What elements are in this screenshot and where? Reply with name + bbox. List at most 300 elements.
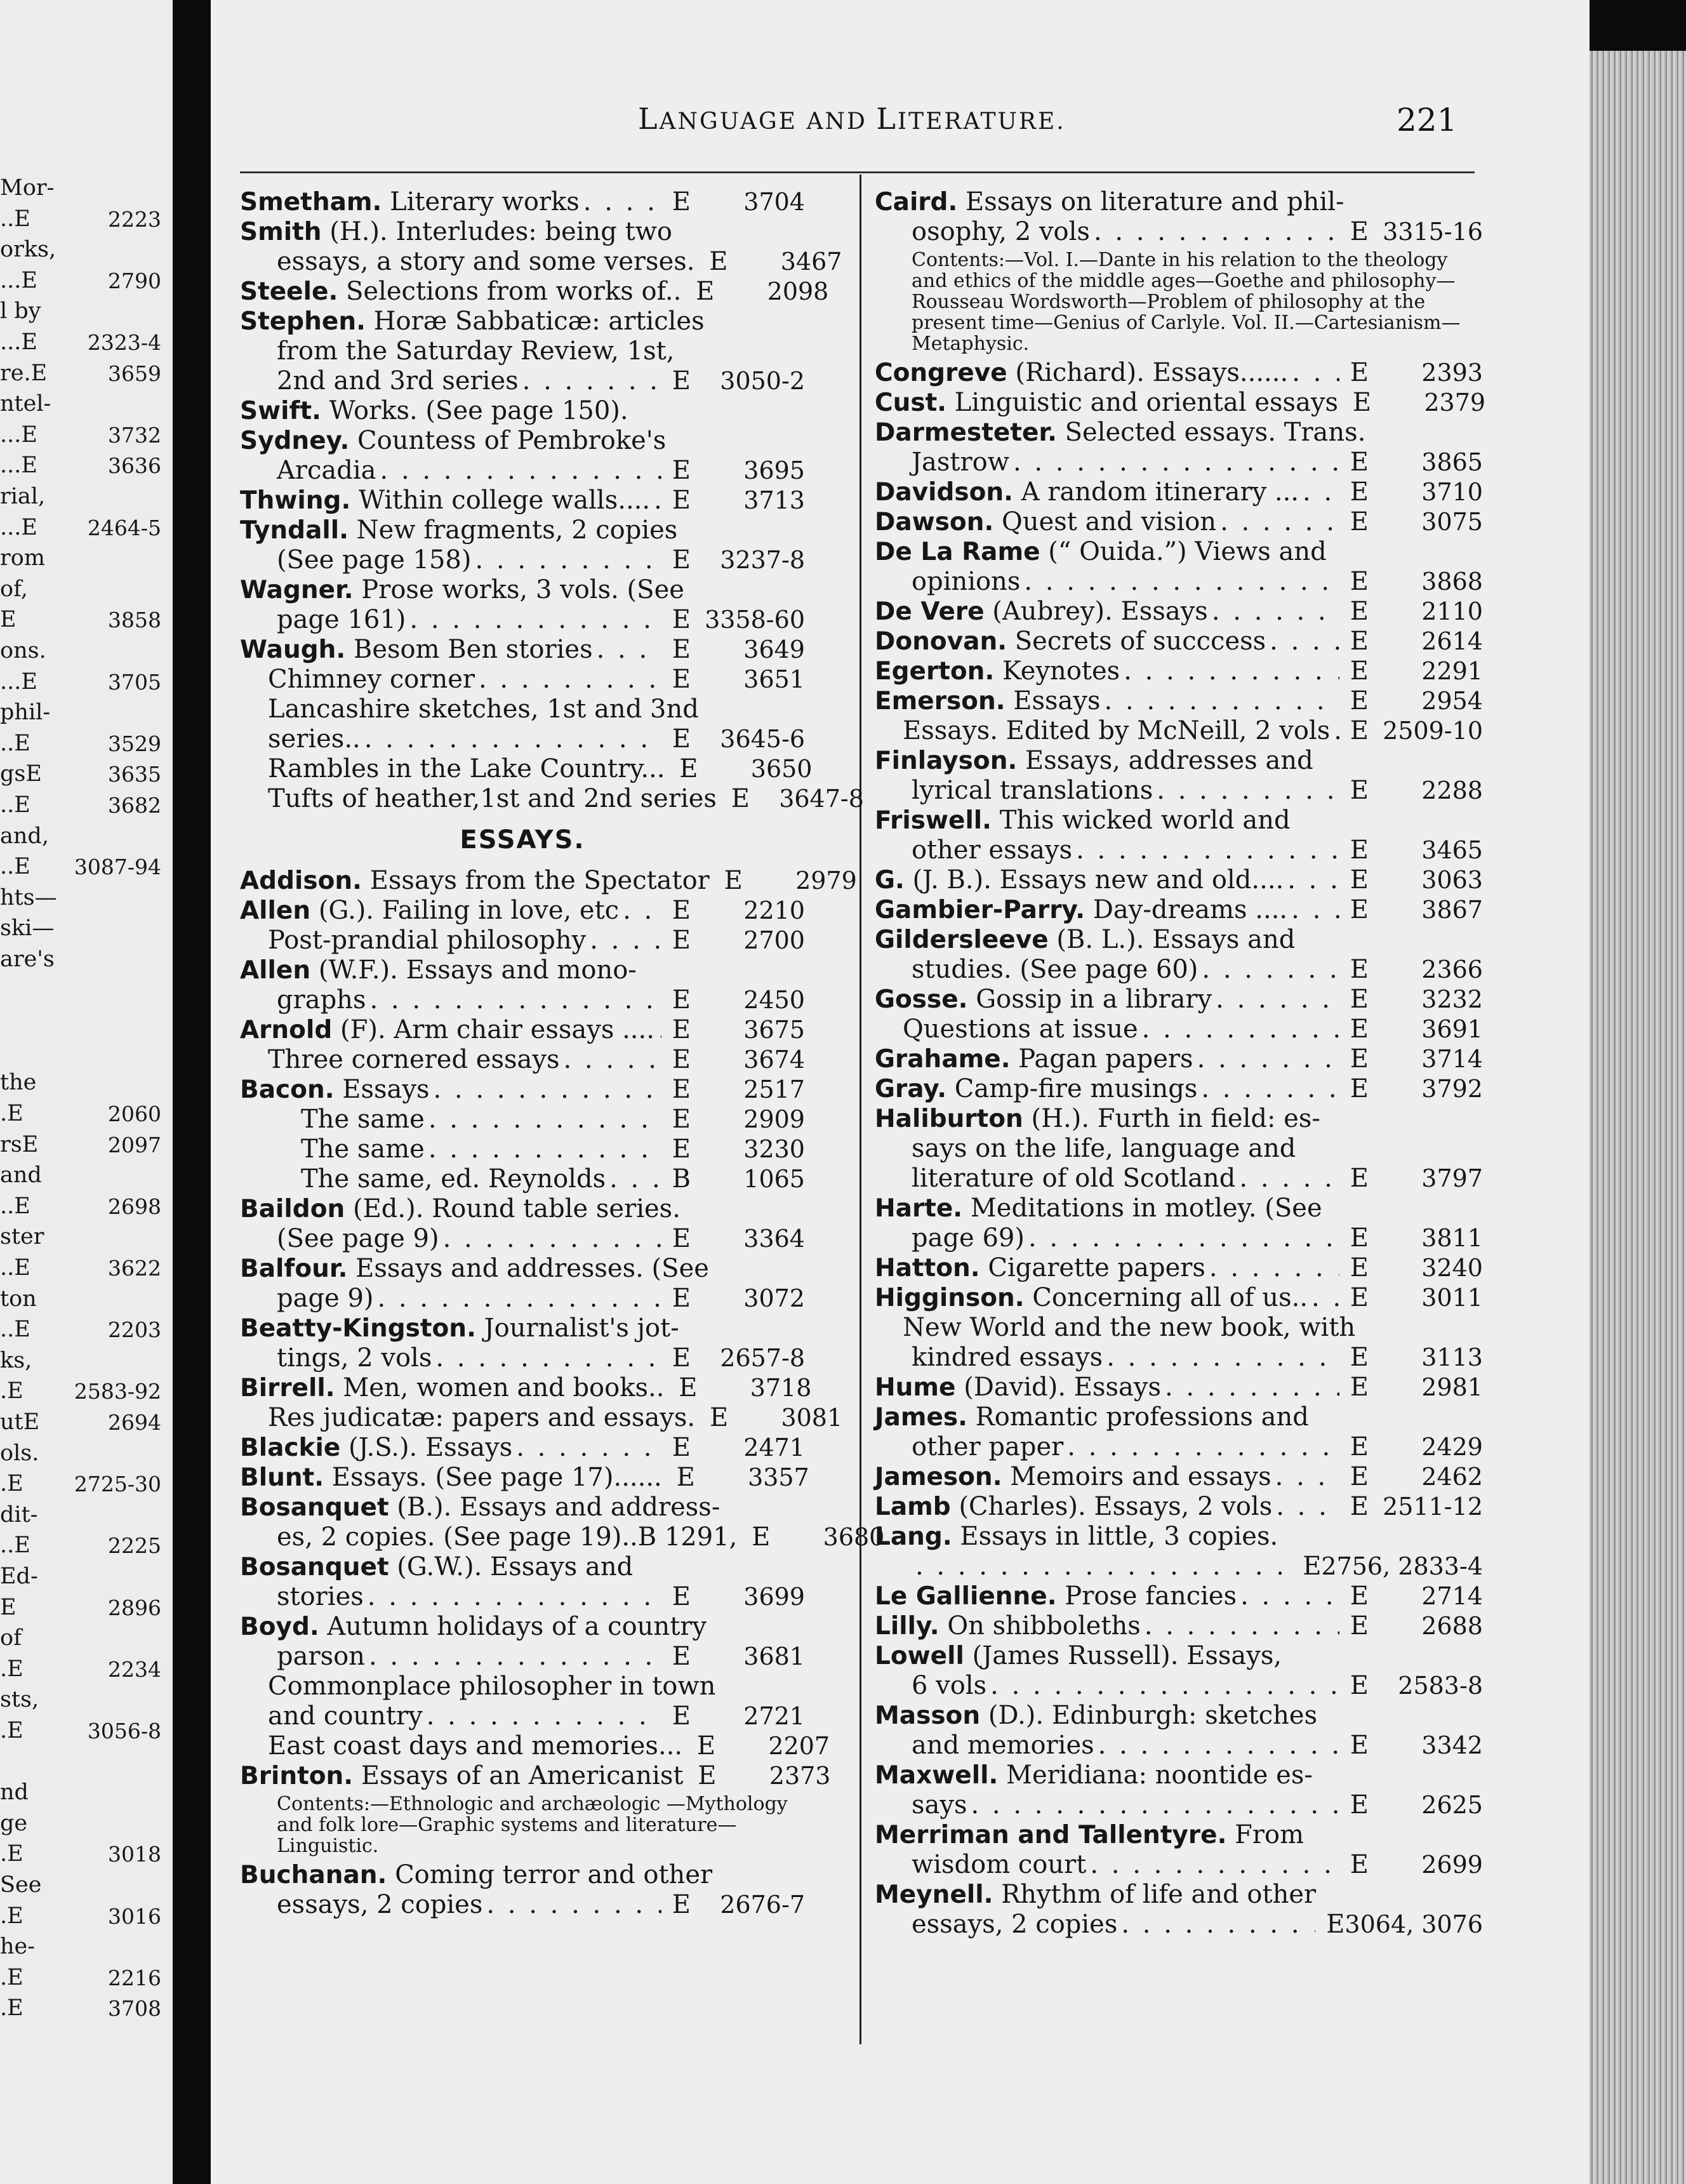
left-fragment-text: nd	[0, 1780, 29, 1806]
shelf-number: 3797	[1421, 1164, 1483, 1192]
shelf-number: 3011	[1421, 1284, 1483, 1312]
entry-continuation: Rambles in the Lake Country...	[268, 754, 665, 783]
index-entry	[875, 1044, 1483, 1074]
leader-dots	[623, 896, 661, 926]
left-fragment-row	[0, 756, 166, 787]
left-fragment-row	[0, 787, 166, 818]
entry-text	[301, 1135, 425, 1164]
shelf-number: 2207	[768, 1732, 830, 1760]
left-fragment-text: .E	[0, 1718, 23, 1743]
edition-code: E	[672, 1105, 691, 1134]
entry-text	[277, 545, 471, 575]
entry-title: Essays	[1005, 686, 1101, 716]
leader-dots	[380, 456, 661, 486]
left-fragment-text: ...E	[0, 453, 37, 479]
edition-code: E	[1350, 1462, 1369, 1491]
edition-code: E	[672, 665, 691, 694]
left-fragment-text: ge	[0, 1810, 28, 1836]
left-fragment-row	[0, 1559, 166, 1589]
edition-code: E	[672, 605, 691, 634]
edition-code: E	[1303, 1552, 1322, 1581]
leader-dots	[590, 926, 661, 956]
leader-dots	[1124, 656, 1339, 686]
entry-text	[912, 1432, 1063, 1462]
index-entry-continuation	[240, 1224, 805, 1254]
entry-title: (G.W.). Essays and	[388, 1552, 634, 1581]
entry-text	[875, 1522, 1278, 1552]
left-fragment-row	[0, 1096, 166, 1126]
shelf-number: 2379	[1424, 389, 1486, 416]
left-fragment-number: 3705	[108, 669, 161, 695]
entry-title: Gossip in a library	[967, 985, 1212, 1014]
index-entry	[875, 187, 1483, 217]
contents-note: Contents:—Ethnologic and archæologic —Mythology and folk lore—Graphic systems and literature—Linguistic.	[277, 1793, 788, 1857]
entry-text	[875, 1074, 1197, 1104]
edition-code: E	[1350, 1432, 1369, 1462]
entry-heading: Harte.	[875, 1194, 963, 1223]
entry-continuation: says	[912, 1790, 967, 1820]
left-fragment-row	[0, 1127, 166, 1157]
entry-title: Cigarette papers	[979, 1253, 1205, 1282]
shelf-number: 3710	[1421, 478, 1483, 506]
index-entry	[875, 985, 1483, 1015]
left-fragment-text: rsE	[0, 1131, 39, 1157]
entry-title: (H.). Furth in field: es-	[1023, 1104, 1320, 1133]
entry-heading: G.	[875, 866, 905, 895]
edition-code: E	[672, 1890, 691, 1919]
index-entry-continuation	[240, 1135, 805, 1164]
shelf-number: 3704	[743, 188, 805, 216]
entry-continuation: parson	[277, 1642, 365, 1671]
index-entry-continuation	[875, 776, 1483, 806]
left-fragment-text: gsE	[0, 761, 42, 787]
left-fragment-number: 3016	[108, 1903, 161, 1929]
index-entry-continuation	[240, 695, 805, 724]
entry-title: This wicked world and	[992, 806, 1291, 835]
entry-text	[875, 656, 1120, 686]
entry-text	[875, 358, 1288, 388]
left-fragment-number: 2698	[108, 1194, 161, 1219]
shelf-number: 2291	[1421, 657, 1483, 685]
entry-title: Besom Ben stories	[345, 635, 593, 664]
entry-heading: Meynell.	[875, 1881, 993, 1909]
index-entry	[875, 1761, 1483, 1790]
left-fragment-text: of	[0, 1625, 22, 1651]
entry-text	[912, 567, 1020, 597]
entry-heading: Maxwell.	[875, 1761, 999, 1790]
entry-title: Within college walls....	[350, 486, 651, 515]
left-fragment-row	[0, 1157, 166, 1188]
edition-code: E	[1350, 1044, 1369, 1074]
index-entry	[875, 597, 1483, 627]
left-fragment-row	[0, 540, 166, 571]
shelf-number: 3792	[1421, 1075, 1483, 1103]
edition-code: E	[1350, 507, 1369, 536]
edition-code: E	[672, 1701, 691, 1731]
leader-dots	[434, 1075, 662, 1105]
left-fragment-row	[0, 1250, 166, 1281]
entry-heading: Lilly.	[875, 1612, 939, 1641]
entry-text	[268, 724, 361, 754]
index-entry	[875, 1581, 1483, 1611]
entry-title: (B. L.). Essays and	[1048, 925, 1296, 954]
entry-continuation: The same	[301, 1105, 425, 1134]
entry-title: New fragments, 2 copies	[348, 516, 678, 545]
entry-text	[277, 1224, 439, 1254]
index-entry-continuation	[875, 217, 1483, 247]
left-fragment-number: 3635	[108, 762, 161, 787]
left-fragment-row	[0, 386, 166, 416]
leader-dots	[583, 187, 661, 217]
entry-title: (Aubrey). Essays	[984, 597, 1208, 626]
entry-heading: Dawson.	[875, 508, 994, 536]
leader-dots	[1276, 1492, 1339, 1522]
header-rule	[240, 171, 1475, 173]
edition-code: E	[1350, 716, 1369, 745]
edition-code: E	[672, 985, 691, 1015]
left-fragment-row	[0, 1682, 166, 1712]
entry-title: Quest and vision	[993, 507, 1217, 536]
entry-heading: Smetham.	[240, 188, 382, 216]
entry-text	[875, 1402, 1309, 1432]
entry-title: Selections from works of..	[338, 277, 682, 306]
entry-heading: De Vere	[875, 597, 985, 626]
entry-text	[875, 627, 1266, 656]
index-entry	[240, 575, 805, 605]
edition-code: E	[1350, 1223, 1369, 1253]
edition-code: E	[672, 1642, 691, 1671]
index-entry	[240, 426, 805, 456]
shelf-number: 2373	[769, 1762, 831, 1790]
leader-dots	[1202, 955, 1339, 985]
index-entry	[240, 1761, 831, 1791]
leader-dots	[1212, 597, 1339, 627]
shelf-number: 2714	[1421, 1582, 1483, 1610]
entry-continuation: lyrical translations	[912, 776, 1153, 805]
left-fragment-row	[0, 1343, 166, 1373]
shelf-number: 3650	[750, 755, 813, 783]
entry-heading: Steele.	[240, 277, 338, 306]
entry-text	[268, 1731, 682, 1761]
index-entry	[875, 656, 1483, 686]
entry-text	[277, 985, 366, 1015]
entry-title: Autumn holidays of a country	[319, 1612, 707, 1641]
shelf-number: 3063	[1421, 866, 1483, 894]
left-fragment-text: ...E	[0, 267, 37, 293]
entry-continuation: page 9)	[277, 1284, 374, 1313]
entry-continuation: New World and the new book, with	[903, 1313, 1356, 1342]
entry-title: Men, women and books..	[335, 1373, 665, 1402]
edition-code: E	[1350, 217, 1369, 246]
edition-code: E	[1350, 1074, 1369, 1103]
left-fragment-row	[0, 1189, 166, 1219]
left-fragment-text: ols.	[0, 1440, 39, 1466]
entry-heading: Merriman and Tallentyre.	[875, 1821, 1227, 1849]
left-fragment-row	[0, 818, 166, 849]
left-fragment-text: ..E	[0, 792, 30, 818]
shelf-number: 3811	[1421, 1224, 1483, 1252]
edition-code: E	[1350, 1581, 1369, 1611]
index-entry	[875, 388, 1486, 418]
leader-dots	[378, 1284, 662, 1314]
entry-continuation: tings, 2 vols	[277, 1343, 432, 1373]
edition-code: E	[1350, 836, 1369, 865]
index-entry	[240, 486, 805, 516]
leader-dots	[1090, 1850, 1339, 1880]
entry-title: Essays. (See page 17)......	[324, 1463, 662, 1492]
left-fragment-number: 2203	[108, 1317, 161, 1343]
entry-text	[240, 1860, 712, 1890]
entry-heading: Brinton.	[240, 1762, 354, 1790]
entry-heading: Stephen.	[240, 307, 366, 336]
entry-heading: Lowell	[875, 1642, 964, 1670]
entry-title: A random itinerary ...	[1013, 477, 1299, 507]
left-fragment-row	[0, 1836, 166, 1867]
entry-continuation: opinions	[912, 567, 1021, 596]
shelf-number: 3674	[743, 1046, 805, 1074]
index-entry	[875, 627, 1483, 656]
entry-heading: Friswell.	[875, 806, 992, 835]
entry-text	[875, 597, 1208, 627]
left-fragment-text: ...E	[0, 330, 37, 355]
entry-continuation: and country	[268, 1701, 423, 1731]
entry-title: Countess of Pembroke's	[349, 426, 667, 455]
entry-text	[875, 1462, 1271, 1492]
leader-dots	[1094, 217, 1339, 247]
left-fragment-text: l by	[0, 298, 41, 324]
index-entry-continuation	[240, 545, 805, 575]
entry-text	[240, 277, 681, 307]
entry-heading: Davidson.	[875, 478, 1013, 507]
edition-code: E	[676, 1463, 695, 1492]
entry-heading: Wagner.	[240, 576, 354, 604]
leader-dots	[516, 1433, 661, 1463]
edition-code: E	[1350, 477, 1369, 507]
index-entry-continuation	[240, 336, 805, 366]
left-fragment-text: are's	[0, 947, 55, 972]
index-entry-continuation	[240, 665, 805, 695]
entry-heading: Caird.	[875, 188, 958, 216]
index-entry	[875, 1402, 1483, 1432]
entry-heading: Gray.	[875, 1075, 947, 1103]
leader-dots	[1076, 836, 1339, 865]
edition-code: E	[1350, 1253, 1369, 1282]
shelf-number: 2954	[1421, 687, 1483, 715]
entry-text	[903, 1313, 1355, 1343]
entry-title: Essays in little, 3 copies.	[952, 1522, 1278, 1551]
left-fragment-text: ...E	[0, 422, 37, 448]
left-fragment-text: .E	[0, 1101, 23, 1126]
left-fragment-row	[0, 695, 166, 725]
entry-text	[240, 516, 677, 545]
edition-code: E	[1350, 1373, 1369, 1402]
left-fragment-number: 3056-8	[87, 1719, 161, 1743]
index-entry-continuation	[875, 1790, 1483, 1820]
page-edge-top	[1590, 0, 1686, 51]
index-entry	[240, 307, 805, 336]
entry-heading: Hatton.	[875, 1254, 980, 1282]
shelf-number: 2366	[1421, 956, 1483, 983]
entry-title: (W.F.). Essays and mono-	[310, 956, 637, 985]
left-fragment-number: 2060	[108, 1102, 161, 1126]
entry-text	[240, 635, 593, 665]
index-entry	[875, 1462, 1483, 1492]
leader-dots	[1209, 1253, 1339, 1283]
index-entry-continuation	[240, 754, 813, 784]
left-fragment-number: 2464-5	[87, 515, 161, 540]
index-entry-continuation	[240, 247, 842, 277]
shelf-number: 2979	[795, 867, 857, 895]
edition-code: E	[672, 1582, 691, 1611]
edition-code: E	[709, 1403, 729, 1432]
edition-code: E	[672, 1135, 691, 1164]
shelf-number: 3358-60	[705, 606, 805, 634]
section-heading: ESSAYS.	[460, 825, 585, 855]
entry-heading: Grahame.	[875, 1045, 1011, 1074]
edition-code: E	[1350, 1671, 1369, 1700]
entry-title: Selected essays. Trans.	[1056, 418, 1366, 447]
entry-heading: Beatty-Kingston.	[240, 1314, 476, 1343]
index-entry	[240, 1552, 805, 1582]
left-fragment-row	[0, 232, 166, 262]
entry-title: Day-dreams ....	[1085, 895, 1288, 924]
edition-code: E	[672, 1015, 691, 1044]
entry-text	[912, 1731, 1094, 1761]
book-gutter	[173, 0, 211, 2184]
index-entry	[240, 217, 805, 247]
edition-code: E	[1350, 1343, 1369, 1372]
left-fragment-row	[0, 1960, 166, 1990]
index-entry	[240, 1373, 812, 1403]
edition-code: E	[698, 1761, 717, 1790]
edition-code: E	[1326, 1910, 1345, 1939]
index-entry-continuation	[240, 1164, 805, 1194]
edition-code: E	[1350, 686, 1369, 716]
entry-text	[277, 1522, 737, 1552]
entry-text	[912, 1134, 1296, 1164]
entry-continuation: The same, ed. Reynolds	[301, 1164, 606, 1194]
shelf-number: 3647-8	[779, 785, 864, 813]
entry-title: (David). Essays	[955, 1373, 1161, 1402]
entry-text	[875, 1701, 1317, 1731]
shelf-number: 3364	[743, 1225, 805, 1253]
shelf-number: 2393	[1421, 359, 1483, 387]
left-fragment-row	[0, 1435, 166, 1466]
left-fragment-row	[0, 1312, 166, 1342]
entry-title: Concerning all of us..	[1024, 1283, 1308, 1312]
entry-text	[240, 426, 666, 456]
entry-title: Meditations in motley. (See	[962, 1194, 1322, 1223]
edition-code: E	[672, 635, 691, 664]
entry-title: (“ Ouida.”) Views and	[1040, 537, 1327, 566]
left-column	[240, 187, 885, 1920]
entry-text	[912, 776, 1153, 806]
entry-text	[875, 418, 1365, 448]
entry-heading: Egerton.	[875, 657, 995, 686]
entry-heading: Blackie	[240, 1434, 341, 1462]
shelf-number: 3714	[1421, 1045, 1483, 1073]
shelf-number: 2700	[743, 926, 805, 954]
entry-continuation: Essays. Edited by McNeill, 2 vols	[903, 716, 1331, 745]
left-fragment-text: Mor-	[0, 175, 55, 201]
entry-text	[875, 388, 1338, 418]
left-fragment-row	[0, 1713, 166, 1743]
entry-title: (F). Arm chair essays ....	[332, 1015, 654, 1044]
index-entry-continuation	[240, 1582, 805, 1612]
index-entry-continuation	[875, 1343, 1483, 1373]
index-entry	[240, 1075, 805, 1105]
edition-code: E	[709, 247, 728, 276]
index-entry-continuation	[875, 955, 1483, 985]
index-entry	[240, 1015, 805, 1045]
entry-text	[240, 1254, 709, 1284]
entry-text	[240, 307, 705, 336]
entry-heading: Sydney.	[240, 427, 350, 455]
index-entry	[240, 1493, 805, 1522]
entry-text	[277, 1642, 365, 1672]
index-entry	[240, 1254, 805, 1284]
index-entry	[875, 686, 1483, 716]
entry-heading: Waugh.	[240, 636, 346, 664]
entry-title: Camp-fire musings	[946, 1074, 1198, 1103]
entry-continuation: essays, 2 copies	[912, 1910, 1118, 1939]
index-entry-continuation	[240, 456, 805, 486]
shelf-number: 3465	[1421, 836, 1483, 864]
edition-code: E	[1350, 1164, 1369, 1193]
entry-text	[875, 1194, 1322, 1223]
entry-continuation: 2nd and 3rd series	[277, 366, 519, 396]
entry-title: (James Russell). Essays,	[964, 1641, 1282, 1670]
shelf-number: 1065	[743, 1165, 805, 1193]
entry-text	[240, 1075, 430, 1105]
left-fragment-text: .E	[0, 1378, 23, 1404]
entry-text	[240, 1463, 662, 1493]
entry-heading: Thwing.	[240, 486, 351, 515]
left-fragment-row	[0, 1590, 166, 1620]
edition-code: E	[672, 1343, 691, 1373]
index-entry-continuation	[875, 1134, 1483, 1164]
left-fragment-number: 2234	[108, 1656, 161, 1682]
index-entry	[240, 1612, 805, 1642]
index-entry	[875, 418, 1483, 448]
entry-title: Secrets of succcess	[1007, 627, 1266, 656]
left-fragment-row	[0, 1990, 166, 2021]
entry-continuation: (See page 9)	[277, 1224, 439, 1253]
left-fragment-row	[0, 1744, 166, 1774]
shelf-number: 2981	[1421, 1373, 1483, 1401]
edition-code: E	[724, 866, 743, 895]
shelf-number: 2699	[1421, 1851, 1483, 1879]
right-column	[875, 187, 1486, 1940]
entry-title: (Richard). Essays......	[1007, 358, 1289, 387]
entry-text	[277, 247, 695, 277]
left-fragment-row	[0, 1034, 166, 1065]
shelf-number: 2756, 2833-4	[1321, 1552, 1483, 1580]
left-fragment-text: ..E	[0, 1255, 30, 1281]
entry-text	[912, 1790, 967, 1820]
leader-dots	[427, 1701, 661, 1731]
entry-text	[268, 926, 586, 956]
left-fragment-row	[0, 1466, 166, 1496]
leader-dots	[1142, 1015, 1339, 1044]
entry-title: (H.). Interludes: being two	[321, 217, 672, 246]
entry-continuation: says on the life, language and	[912, 1134, 1296, 1163]
left-fragment-text: ..E	[0, 854, 30, 880]
entry-text	[240, 1194, 680, 1224]
entry-text	[268, 1672, 715, 1701]
left-fragment-number: 3659	[108, 361, 161, 386]
entry-heading: Congreve	[875, 359, 1007, 387]
